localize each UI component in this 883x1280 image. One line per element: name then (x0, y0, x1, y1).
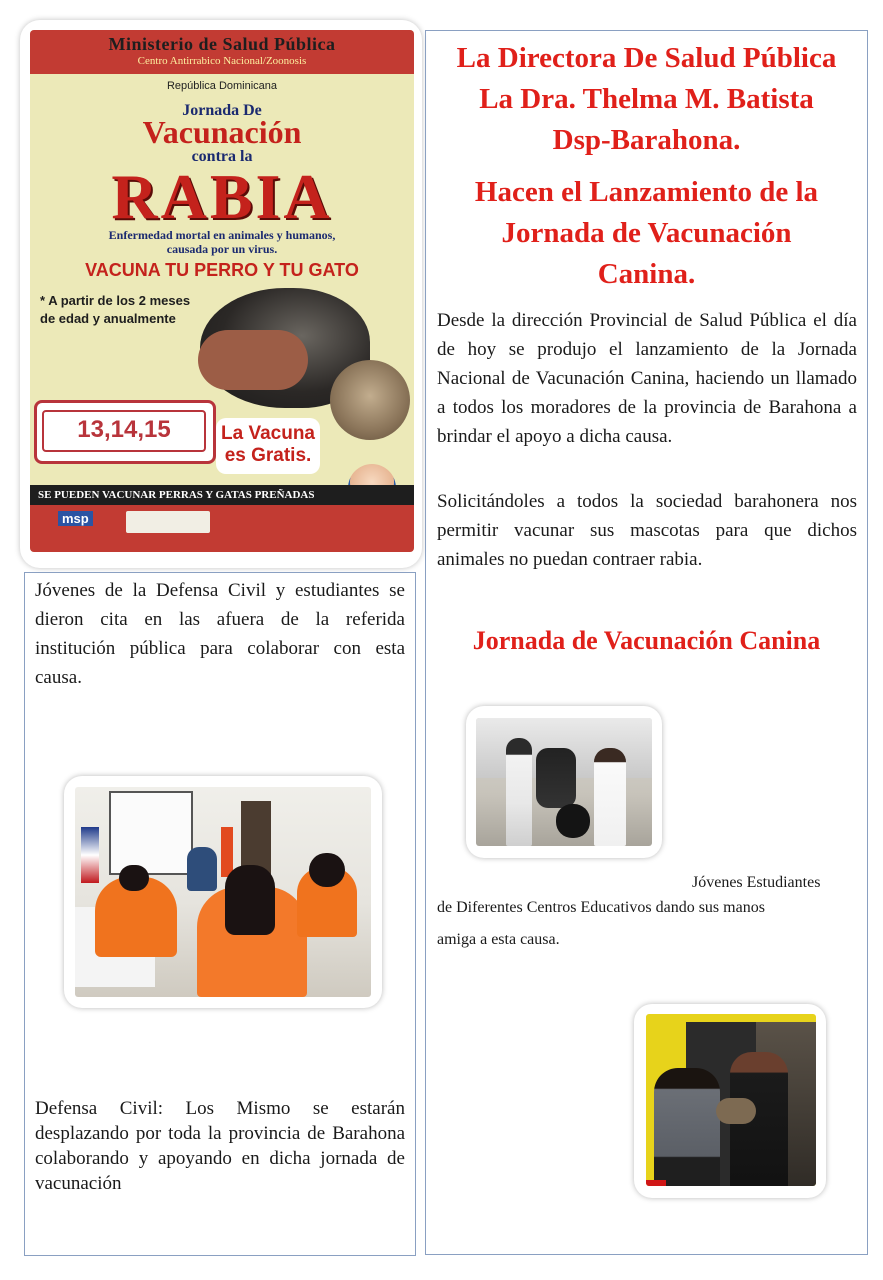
poster-free-line1: La Vacuna (221, 423, 315, 444)
poster-tagline-line1: Enfermedad mortal en animales y humanos, (108, 228, 336, 242)
caption-line2: de Diferentes Centros Educativos dando sus manos (437, 899, 765, 916)
headline-lanzamiento (435, 172, 858, 295)
photo-speaker (187, 847, 217, 891)
poster-age-line2: de edad y anualmente (40, 311, 176, 326)
poster-vacunacion: Vacunación (142, 114, 302, 150)
rabies-poster (30, 30, 414, 552)
poster-ministry: Ministerio de Salud Pública (108, 34, 336, 54)
photo-whiteboard (109, 791, 193, 875)
poster-tagline-line2: causada por un virus. (166, 242, 278, 256)
poster-rabia: RABIA (111, 161, 333, 232)
poster-header (30, 30, 414, 74)
poster-free-badge (216, 418, 320, 474)
photo-student-right-head (309, 853, 345, 887)
poster-cat-image (330, 360, 410, 440)
classroom-photo (75, 787, 371, 997)
poster-center: Centro Antirrabico Nacional/Zoonosis (137, 55, 307, 67)
poster-jornada-de: Jornada De (182, 102, 262, 119)
poster-footer (30, 505, 414, 552)
paragraph-lanzamiento: Desde la dirección Provincial de Salud Pública el día de hoy se produjo el lanzamiento de la Jornada Nacional de Vacunación Canina, haciendo un llamado a todos los moradores de la provincia de Barahona a brindar el apoyo a dicha causa. (437, 310, 857, 447)
poster-free-line2: es Gratis. (224, 445, 312, 466)
street-vaccination-photo (476, 718, 652, 846)
headline-line: La Directora De Salud Pública (456, 42, 837, 74)
headline-line: Canina. (597, 258, 696, 290)
doorway-vaccination-photo (646, 1014, 816, 1186)
poster-age-line1: * A partir de los 2 meses (40, 293, 191, 308)
photo-student-center-head (225, 865, 275, 935)
paragraph-defensa-civil: Jóvenes de la Defensa Civil y estudiantes se dieron cita en las afuera de la referida institución pública para colaborar con esta causa. (35, 580, 405, 688)
msp-logo: msp (58, 511, 93, 526)
photo-student-left-head (119, 865, 149, 891)
paragraph-defensa-civil-recorrido: Defensa Civil: Los Mismo se estarán desplazando por toda la provincia de Barahona colaborando y apoyando en dicha jornada de vacunación (35, 1098, 405, 1194)
photo-cat (716, 1098, 756, 1124)
headline-line: Jornada de Vacunación (501, 217, 792, 249)
ops-logo (126, 511, 210, 533)
photo-flag (81, 827, 99, 883)
headline-line: Hacen el Lanzamiento de la (474, 176, 819, 208)
caption-line1: Jóvenes Estudiantes (692, 874, 821, 891)
poster-age-note (40, 292, 220, 328)
photo-dog (556, 804, 590, 838)
photo-group (536, 748, 576, 808)
poster-contra-la: contra la (191, 148, 253, 165)
photo-red-object (646, 1180, 666, 1186)
paragraph-solicitud: Solicitándoles a todos la sociedad barahonera nos permitir vacunar sus mascotas para que dichos animales no puedan contraer rabia. (437, 491, 857, 570)
caption-line3: amiga a esta causa. (437, 931, 560, 948)
section-title-jornada: Jornada de Vacunación Canina (472, 626, 821, 655)
poster-republic: República Dominicana (166, 80, 278, 92)
photo-student (506, 738, 532, 846)
poster-hand-image (198, 330, 308, 390)
poster-strip: SE PUEDEN VACUNAR PERRAS Y GATAS PREÑADAS (30, 485, 414, 505)
poster-tagline (30, 228, 414, 256)
headline-line: La Dra. Thelma M. Batista (479, 83, 814, 115)
photo-flag-orange (221, 827, 233, 877)
photo-vaccinator (594, 748, 626, 846)
poster-vacuna-tu: VACUNA TU PERRO Y TU GATO (85, 260, 359, 280)
headline-directora (435, 38, 858, 161)
photo-young-man (654, 1068, 720, 1186)
poster-dates: 13,14,15 (42, 410, 206, 452)
headline-line: Dsp-Barahona. (552, 124, 741, 156)
